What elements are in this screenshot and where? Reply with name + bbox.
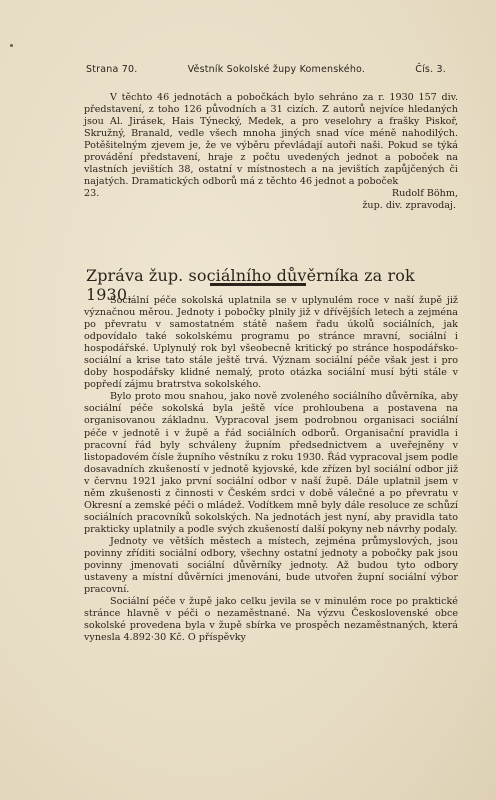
running-header <box>86 64 446 75</box>
issue-number: Čís. 3. <box>415 64 446 75</box>
body-paragraph: Jednoty ve větších městech a místech, zejména průmyslových, jsou povinny zříditi sociální odbory, všechny ostatní jednoty a pobočky pak jsou povinny jmenovati sociální důvěrníky jednoty. Až budou tyto odbory ustaveny a místní důvěrníci jmenováni, bude utvořen župní sociální výbor pracovní. <box>84 535 458 596</box>
theatre-report <box>84 92 458 212</box>
social-report <box>84 295 458 644</box>
theatre-report-paragraph: V těchto 46 jednotách a pobočkách bylo sehráno za r. 1930 157 div. představení, z toho 126 původních a 31 cizích. Z autorů nejvíce hledaných jsou Al. Jirásek, Hais Týnecký, Medek, a pro veselohry a frašky Piskoř, Skružný, Branald, vedle všech mnoha jiných snad více méně nahodilých. Potěšitelným zjevem je, že ve výběru převládají autoři naši. Pokud se týká provádění představení, hraje z počtu uvedených jednot a poboček na vlastních jevištích 38, ostatní v místnostech a na jevištích zapůjčených či najatých. Dramatických odborů má z těchto 46 jednot a poboček <box>84 92 458 188</box>
page-number: Strana 70. <box>86 64 138 75</box>
section-heading: Zpráva žup. sociálního důvěrníka za rok 1930. <box>86 266 415 304</box>
ensemble-count: 23. <box>84 188 100 200</box>
body-paragraph: Sociální péče v župě jako celku jevila se v minulém roce po praktické stránce hlavně v péči o nezaměstnané. Na výzvu Československé obce sokolské provedena byla v župě sbírka ve prospěch nezaměstnaných, která vynesla 4.892·30 Kč. O příspěvky <box>84 596 458 644</box>
ink-speck <box>10 44 13 47</box>
body-paragraph: Bylo proto mou snahou, jako nově zvoleného sociálního důvěrníka, aby sociální péče sokolská byla ještě více prohloubena a postavena na organisovanou základnu. Vypracoval jsem podrobnou organisaci sociální péče v jednotě i v župě a řád sociálních odborů. Organisační pravidla i pracovní řád byly schváleny župním předsednictvem a uveřejněny v listopadovém čísle župního věstníku z roku 1930. Řád vypracoval jsem podle dosavadních zkušeností v jednotě kyjovské, kde zřízen byl sociální odbor již v červnu 1921 jako první sociální odbor v naší župě. Dále uplatnil jsem v něm zkušenosti z činnosti v Českém srdci v době válečné a po převratu v Okresní a zemské péči o mládež. Vodítkem mně byly dále resoluce ze schůzí sociálních pracovníků sokolských. Na jednotách jest nyní, aby pravidla tato prakticky uplatnily a podle svých zkušeností další pokyny neb návrhy podaly. <box>84 391 458 535</box>
signature-line <box>84 188 458 200</box>
signature-role: žup. div. zpravodaj. <box>362 200 456 212</box>
journal-title: Věstník Sokolské župy Komenského. <box>187 64 366 75</box>
signature-name: Rudolf Böhm, <box>391 188 458 200</box>
body-paragraph: Sociální péče sokolská uplatnila se v uplynulém roce v naší župě již význačnou měrou. Jednoty i pobočky plnily již v dřívějších letech a zejména po převratu v samostatném státě našem řadu úkolů sociálních, jak odpovídalo také sokolskému programu po stránce mravní, sociální i hospodářské. Uplynulý rok byl všeobecně kritický po stránce hospodářsko-sociální a krise tato stále ještě trvá. Význam sociální péče však jest i pro doby hospodářsky klidné nemalý, proto otázka sociální musí býti stále v popředí zájmu bratrstva sokolského. <box>84 295 458 391</box>
